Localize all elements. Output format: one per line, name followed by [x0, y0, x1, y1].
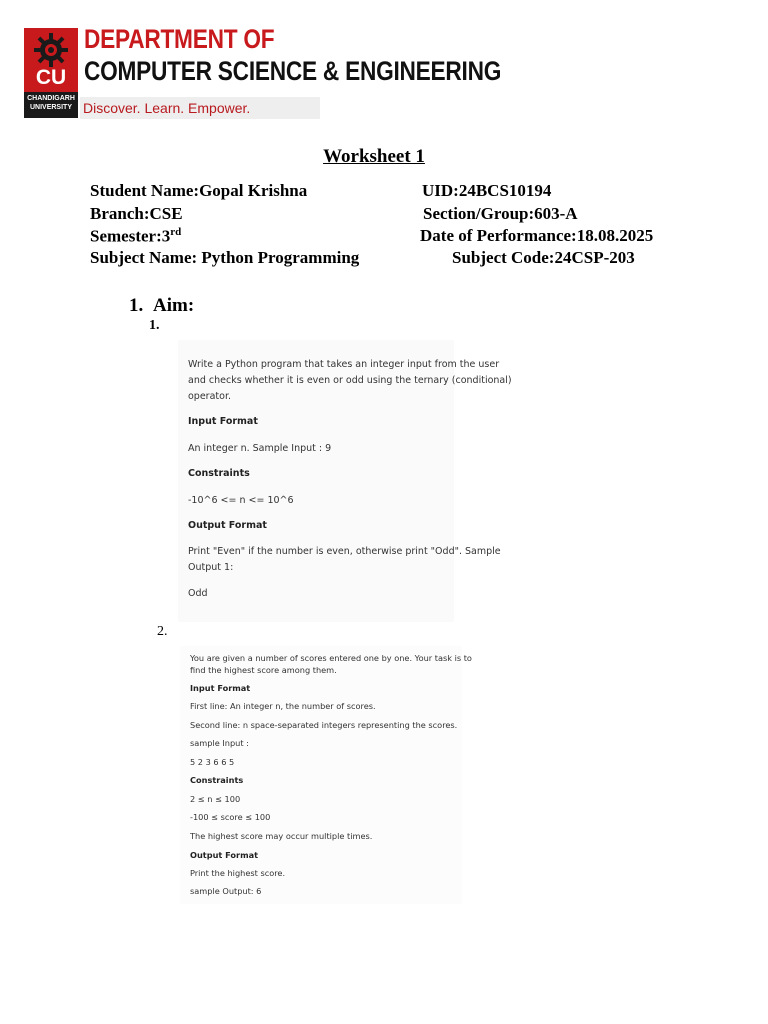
- subject-code: Subject Code:24CSP-203: [452, 248, 635, 267]
- gear-emblem-icon: [33, 32, 69, 68]
- p2-sample-input: 5 2 3 6 6 5: [190, 757, 235, 767]
- p2-description-line2: find the highest score among them.: [190, 665, 337, 675]
- p2-output-format-text: Print the highest score.: [190, 868, 286, 878]
- branch: Branch:CSE: [90, 204, 183, 223]
- section-group: Section/Group:603-A: [423, 204, 578, 223]
- p1-constraints-heading: Constraints: [188, 468, 250, 479]
- student-uid: UID:24BCS10194: [422, 181, 552, 200]
- p1-description-line3: operator.: [188, 391, 232, 402]
- p1-input-format-heading: Input Format: [188, 416, 258, 427]
- department-heading-line1: DEPARTMENT OF: [84, 24, 275, 54]
- university-logo: [24, 28, 78, 118]
- p2-constraint-3: The highest score may occur multiple times.: [190, 831, 373, 841]
- p1-description-line1: Write a Python program that takes an integer input from the user: [188, 359, 500, 370]
- p1-output-format-heading: Output Format: [188, 520, 267, 531]
- p2-constraint-2: -100 ≤ score ≤ 100: [190, 812, 271, 822]
- aim-item-2-number: 2.: [157, 624, 168, 639]
- p1-input-format-text: An integer n. Sample Input : 9: [188, 443, 332, 454]
- p2-input-line2: Second line: n space-separated integers representing the scores.: [190, 720, 458, 730]
- semester-suffix: rd: [170, 226, 182, 238]
- p2-output-format-heading: Output Format: [190, 850, 259, 860]
- p2-constraints-heading: Constraints: [190, 775, 244, 785]
- semester: [90, 226, 181, 247]
- logo-initials: CU: [35, 66, 67, 89]
- student-name: Student Name:Gopal Krishna: [90, 181, 308, 200]
- p2-input-line1: First line: An integer n, the number of scores.: [190, 701, 376, 711]
- p1-output-format-line1: Print "Even" if the number is even, otherwise print "Odd". Sample: [188, 546, 501, 557]
- problem-2-screenshot: [180, 646, 472, 904]
- tagline: Discover. Learn. Empower.: [83, 100, 251, 116]
- p1-sample-output: Odd: [188, 588, 208, 599]
- p2-description-line1: You are given a number of scores entered one by one. Your task is to: [190, 653, 472, 663]
- logo-subtext-line1: CHANDIGARH: [27, 95, 75, 102]
- p1-description-line2: and checks whether it is even or odd using the ternary (conditional): [188, 375, 512, 386]
- p1-constraints-text: -10^6 <= n <= 10^6: [188, 495, 294, 506]
- aim-item-1-number: 1.: [149, 318, 160, 333]
- logo-subtext-line2: UNIVERSITY: [29, 104, 72, 111]
- p1-output-format-line2: Output 1:: [188, 562, 234, 573]
- aim-heading: Aim:: [153, 295, 195, 316]
- subject-name: Subject Name: Python Programming: [90, 248, 360, 267]
- logo-university-name: [24, 94, 78, 112]
- problem-1-screenshot: [178, 340, 512, 622]
- semester-text: Semester:3: [90, 226, 171, 246]
- worksheet-title: Worksheet 1: [323, 146, 425, 167]
- p2-sample-output: sample Output: 6: [190, 886, 262, 896]
- aim-number: 1.: [129, 295, 144, 316]
- p2-sample-input-label: sample Input :: [190, 738, 249, 748]
- date-of-performance: Date of Performance:18.08.2025: [420, 226, 654, 245]
- p2-constraint-1: 2 ≤ n ≤ 100: [190, 794, 241, 804]
- department-heading-line2: COMPUTER SCIENCE & ENGINEERING: [84, 56, 502, 86]
- p2-input-format-heading: Input Format: [190, 683, 251, 693]
